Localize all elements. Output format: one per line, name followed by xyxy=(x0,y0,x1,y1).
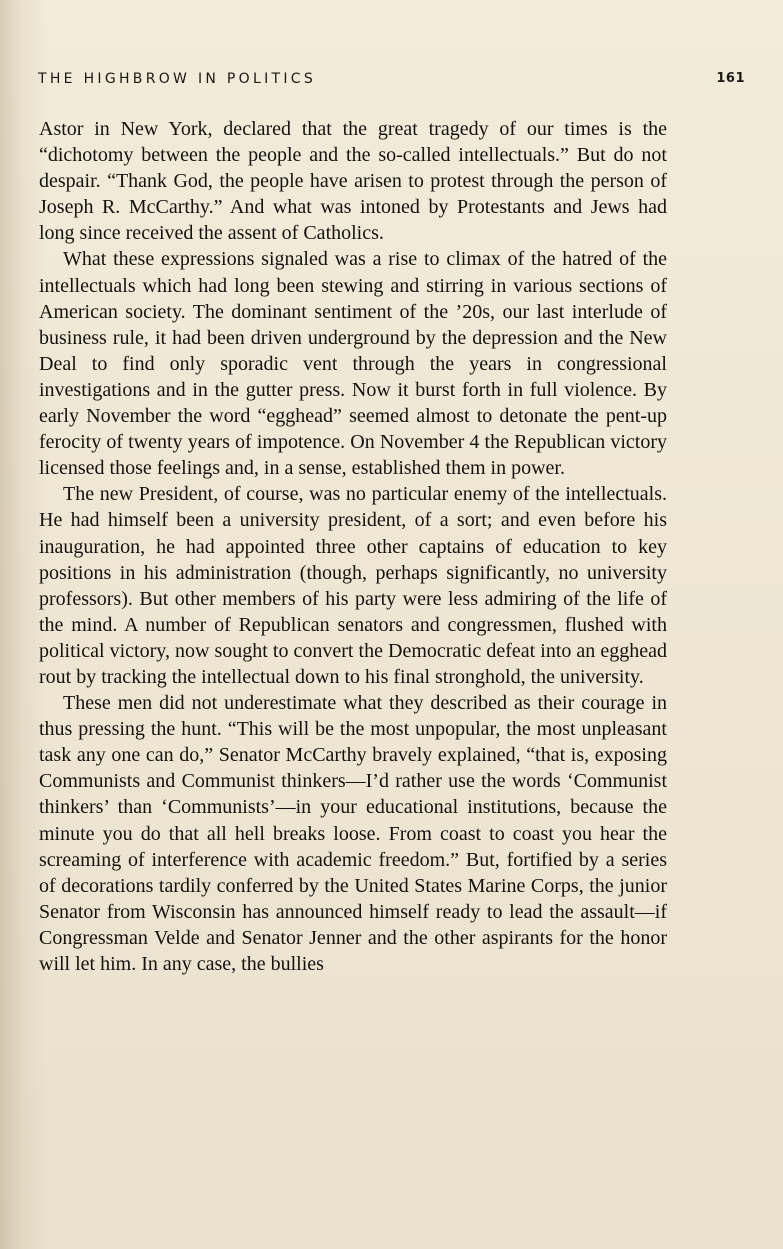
body-text xyxy=(39,116,667,977)
running-head xyxy=(38,71,745,91)
paragraph: What these expressions signaled was a rise to climax of the hatred of the intellectuals which had long been stewing and stirring in various sections of American society. The dominant sentiment of the ’20s, our last interlude of business rule, it had been driven underground by the depression and the New Deal to find only sporadic vent through the years in congressional investigations and in the gutter press. Now it burst forth in full violence. By early November the word “egghead” seemed almost to detonate the pent-up ferocity of twenty years of impotence. On November 4 the Republican victory licensed those feelings and, in a sense, established them in power. xyxy=(39,248,667,480)
paragraph: These men did not underestimate what they described as their courage in thus pressing the hunt. “This will be the most unpopular, the most unpleasant task any one can do,” Senator McCarthy bravely explained, “that is, exposing Communists and Communist thinkers—I’d rather use the words ‘Communist thinkers’ than ‘Communists’—in your educational institutions, because the minute you do that all hell breaks loose. From coast to coast you hear the screaming of interference with academic freedom.” But, fortified by a series of decorations tardily conferred by the United States Marine Corps, the junior Senator from Wisconsin has announced himself ready to lead the assault—if Congressman Velde and Senator Jenner and the other aspirants for the honor will let him. In any case, the bullies xyxy=(39,692,667,975)
chapter-title: THE HIGHBROW IN POLITICS xyxy=(38,71,317,87)
paragraph: The new President, of course, was no particular enemy of the intellectuals. He had himself been a university president, of a sort; and even before his inauguration, he had appointed three other captains of education to key positions in his administration (though, perhaps significantly, no university professors). But other members of his party were less admiring of the life of the mind. A number of Republican senators and congressmen, flushed with political victory, now sought to convert the Democratic defeat into an egghead rout by tracking the intellectual down to his final stronghold, the university. xyxy=(39,483,667,688)
page-number: 161 xyxy=(716,71,745,86)
paragraph: Astor in New York, declared that the great tragedy of our times is the “dichotomy between the people and the so-called intellectuals.” But do not despair. “Thank God, the people have arisen to protest through the person of Joseph R. McCarthy.” And what was intoned by Protestants and Jews had long since received the assent of Catholics. xyxy=(39,118,667,245)
